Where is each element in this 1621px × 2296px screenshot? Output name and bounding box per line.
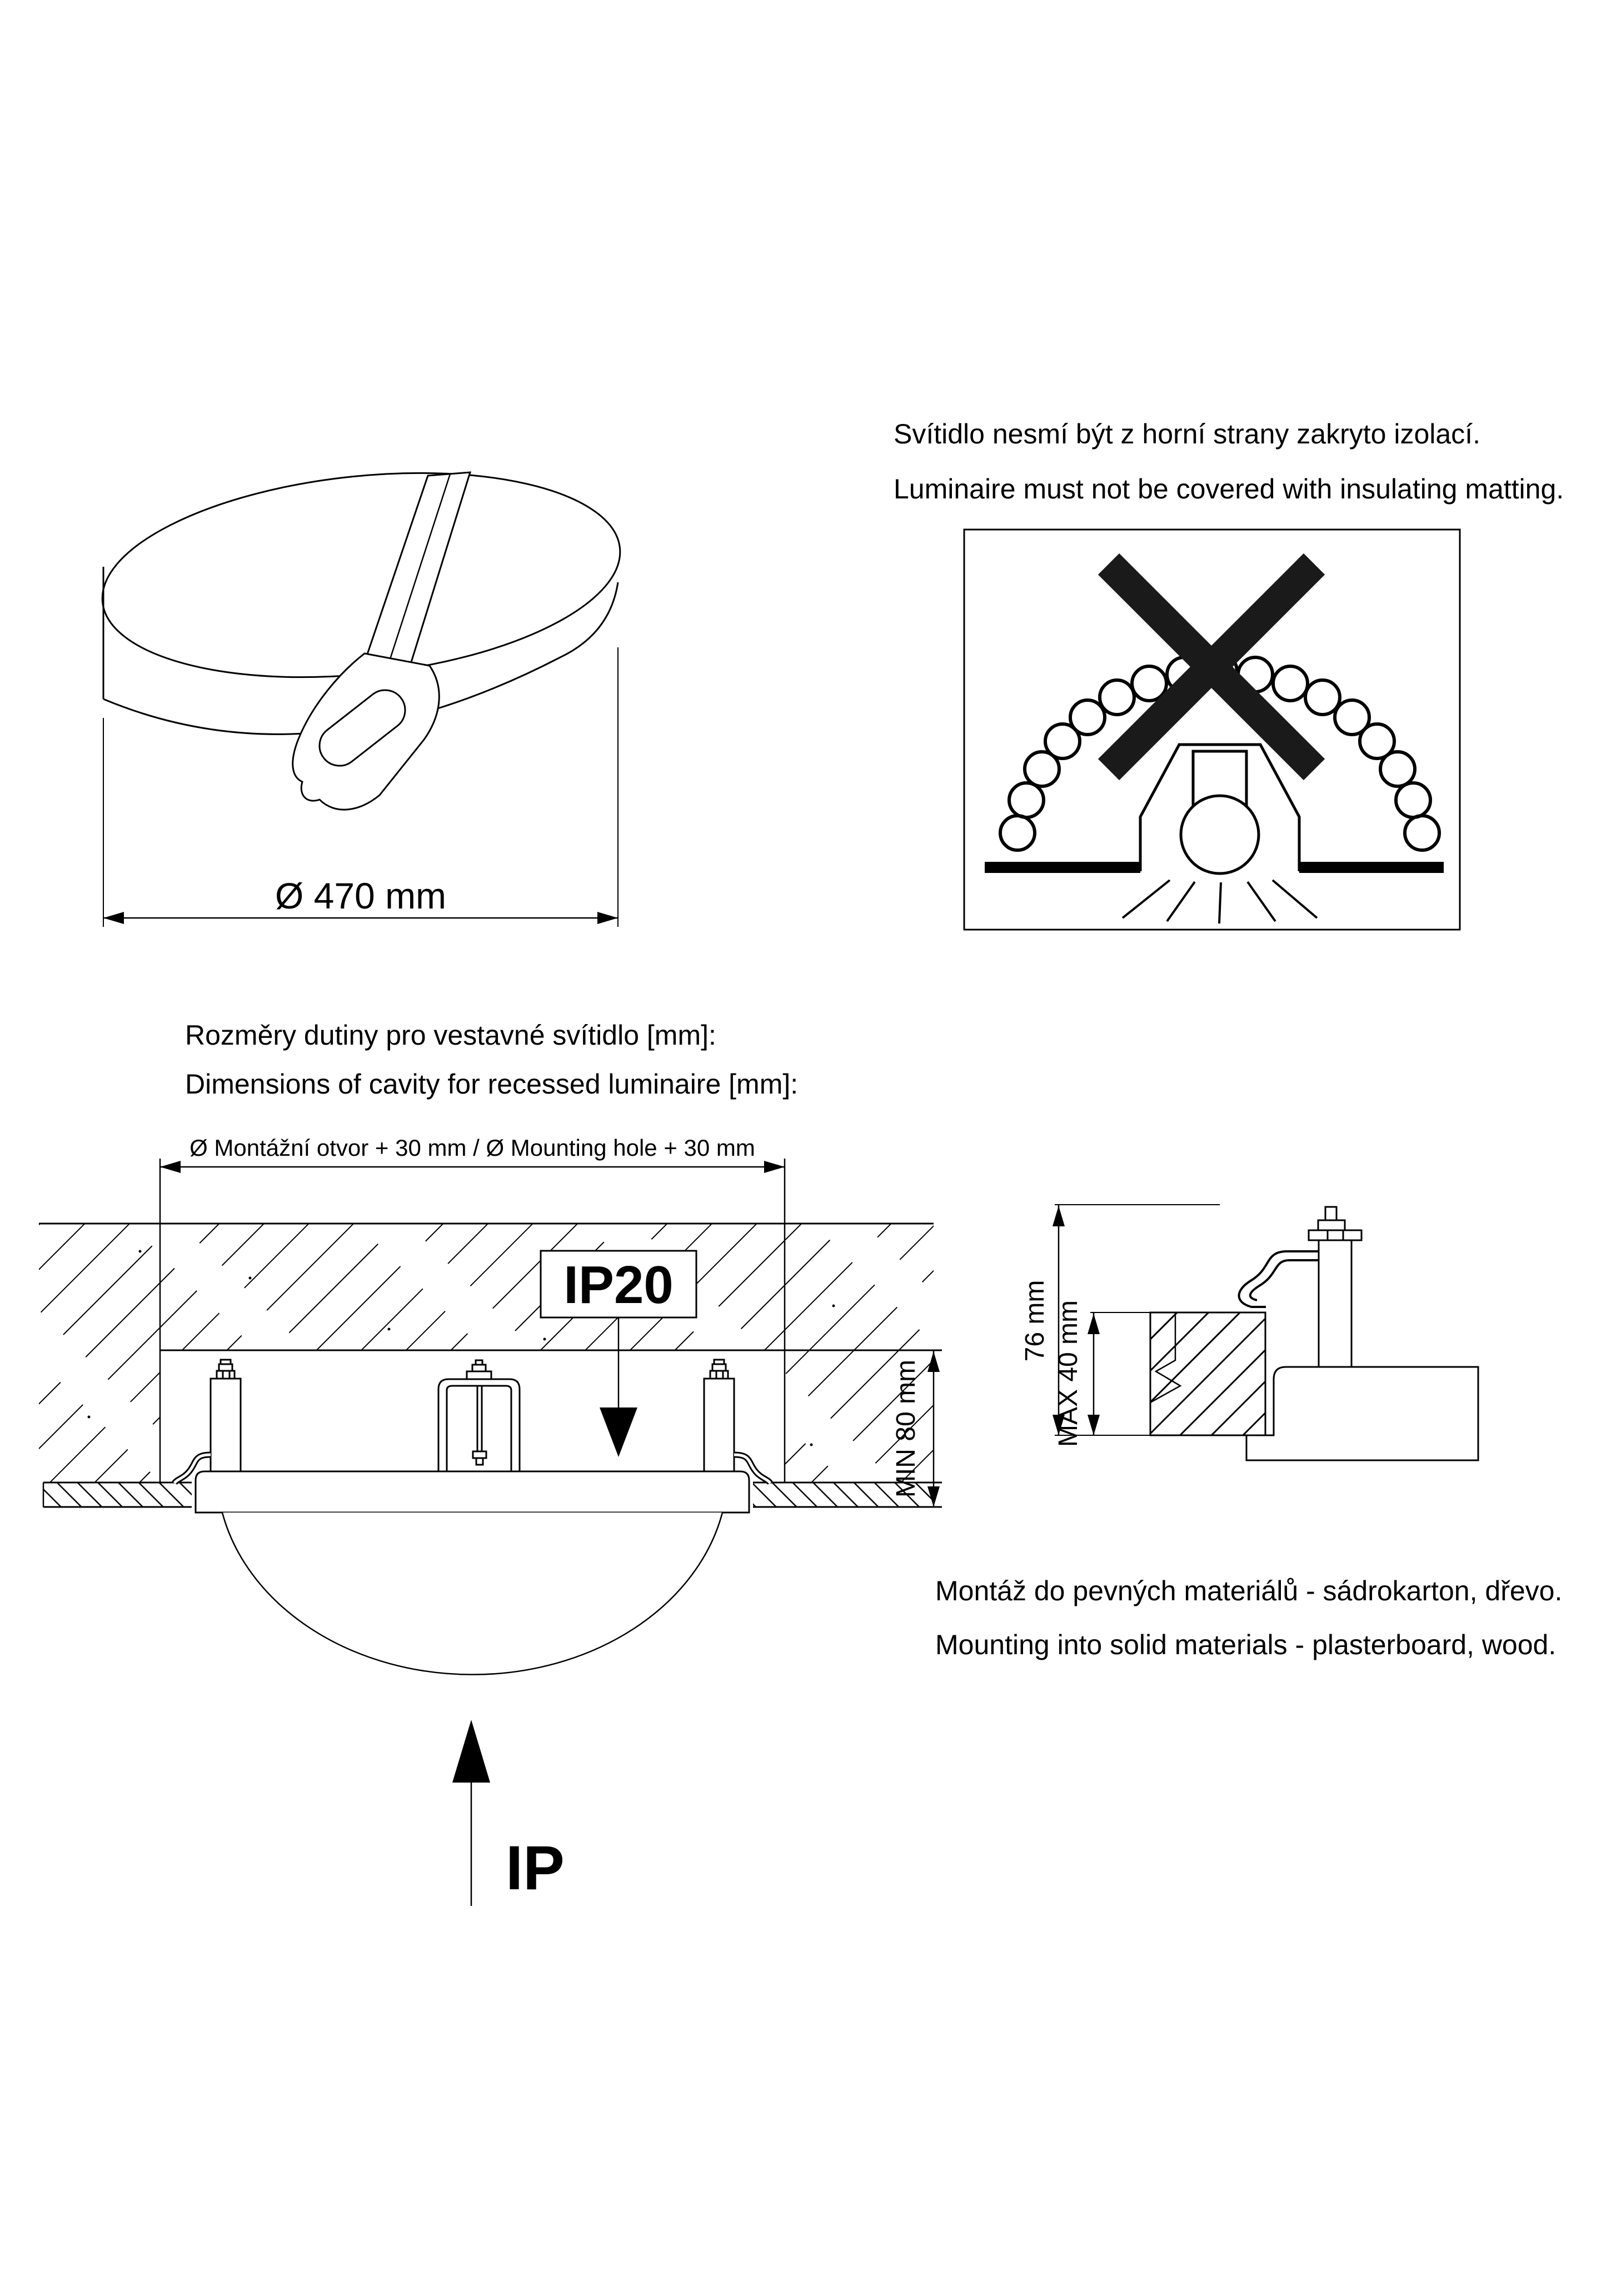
ip-marker-label: IP [506, 1833, 565, 1903]
ip20-label: IP20 [563, 1255, 674, 1315]
no-insulation-cover-icon [964, 530, 1460, 930]
clip-spring-wire [1239, 1251, 1319, 1307]
clip-post [1309, 1207, 1361, 1367]
cavity-heading-cs: Rozměry dutiny pro vestavné svítidlo [mm]: [185, 1020, 716, 1051]
note-insulation-en: Luminaire must not be covered with insulating matting. [894, 473, 1564, 505]
hole-right-arc [560, 582, 618, 657]
min-depth-label: MIN 80 mm [891, 1359, 921, 1498]
slab-hatch-left-pillar [39, 1350, 160, 1483]
clip-detail-drawing [1053, 1205, 1478, 1460]
mounting-hole-label: Ø Montážní otvor + 30 mm / Ø Mounting hole + 30 mm [189, 1135, 755, 1161]
mounting-hole-dimension [160, 1161, 785, 1173]
lamp-body-section [1246, 1367, 1478, 1460]
panel-section [1150, 1312, 1265, 1435]
luminaire-flange [196, 1471, 749, 1513]
hole-diameter-label: Ø 470 mm [275, 875, 447, 916]
max-thickness-label: MAX 40 mm [1054, 1300, 1083, 1448]
note-insulation-cs: Svítidlo nesmí být z horní strany zakryto izolací. [894, 418, 1480, 450]
arrowhead-left [103, 912, 124, 924]
note-mounting-en: Mounting into solid materials - plasterboard, wood. [935, 1629, 1557, 1660]
mounting-post-left [211, 1360, 241, 1471]
note-mounting-cs: Montáž do pevných materiálů - sádrokarton, dřevo. [935, 1575, 1563, 1606]
max-thickness-dimension [1088, 1312, 1150, 1435]
center-bracket [438, 1360, 520, 1471]
slab-hatch-band [39, 1224, 934, 1350]
arrowhead-right [597, 912, 618, 924]
ip20-arrow-down [600, 1407, 637, 1457]
luminaire-dome [222, 1513, 722, 1675]
cavity-heading-en: Dimensions of cavity for recessed luminaire [mm]: [185, 1069, 799, 1100]
mounting-hole-cutting-drawing [92, 450, 630, 927]
mounting-post-right [704, 1360, 734, 1471]
ip-direction-arrow [452, 1720, 490, 1906]
saw-blade-icon [366, 472, 470, 666]
fixture-height-label: 76 mm [1020, 1280, 1050, 1362]
ceiling-bar-right [1299, 862, 1444, 873]
ceiling-bar-left [985, 862, 1140, 873]
ceiling-board-left [43, 1483, 192, 1507]
cavity-cross-section [39, 1159, 942, 1675]
